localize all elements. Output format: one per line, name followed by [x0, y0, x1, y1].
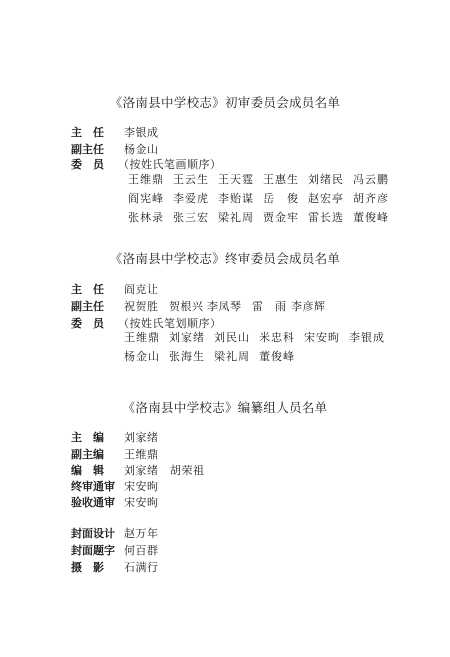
s2-members-row	[124, 346, 394, 365]
member-name: 阎宪峰	[128, 191, 164, 205]
s3-role-label: 封面题字	[71, 544, 115, 557]
member-name: 雷长选	[308, 210, 344, 224]
section-3-title: 《洛南县中学校志》编纂组人员名单	[122, 400, 328, 415]
s3-role-value: 宋安昫	[124, 496, 159, 509]
s3-role-label: 终审通审	[71, 480, 115, 493]
s3-role-label: 验收通审	[71, 496, 115, 509]
member-name: 赵宏亭	[308, 191, 344, 205]
member-name: 王维鼎	[124, 330, 160, 344]
member-name: 杨金山	[124, 349, 160, 363]
s3-role-value: 赵万年	[124, 527, 159, 540]
member-name: 张三宏	[173, 210, 209, 224]
s2-deputy-label: 副主任	[71, 300, 104, 313]
s2-deputies	[124, 298, 336, 314]
s3-role-value: 刘家绪 胡荣祖	[124, 464, 205, 477]
s2-members-grid	[124, 327, 394, 365]
member-name: 岳 俊	[263, 191, 299, 205]
member-name: 董俊峰	[259, 349, 295, 363]
member-name: 刘家绪	[169, 330, 205, 344]
s3-role-value: 王维鼎	[124, 448, 159, 461]
s2-members-note: （按姓氏笔划顺序）	[118, 317, 222, 330]
s1-deputy-label: 副主任	[71, 143, 104, 156]
member-name: 米忠科	[259, 330, 295, 344]
s1-members-note: （按姓氏笔画顺序）	[118, 158, 222, 171]
deputy-name: 李凤琴	[207, 300, 242, 313]
s1-members-label: 委 员	[71, 158, 104, 171]
member-name: 宋安昫	[304, 330, 340, 344]
member-name: 张林录	[128, 210, 164, 224]
member-name: 刘民山	[214, 330, 250, 344]
s1-members-row	[128, 207, 398, 226]
member-name: 刘绪民	[308, 172, 344, 186]
s3-role-value: 宋安昫	[124, 480, 159, 493]
s1-members-row	[128, 188, 398, 207]
member-name: 王维鼎	[128, 172, 164, 186]
member-name: 李贻谋	[218, 191, 254, 205]
section-1-title: 《洛南县中学校志》初审委员会成员名单	[109, 95, 341, 110]
s3-role-value: 何百群	[124, 544, 159, 557]
s3-role-label: 副主编	[71, 448, 104, 461]
s1-deputy: 杨金山	[124, 143, 159, 156]
s3-role-value: 刘家绪	[124, 431, 159, 444]
s1-members-row	[128, 169, 398, 188]
section-2-title: 《洛南县中学校志》终审委员会成员名单	[109, 251, 341, 266]
deputy-name: 贺根兴	[169, 300, 204, 313]
s3-role-label: 封面设计	[71, 527, 115, 540]
member-name: 李爱虎	[173, 191, 209, 205]
member-name: 王惠生	[263, 172, 299, 186]
s2-director: 阎克让	[124, 283, 159, 296]
deputy-name: 祝贺胜	[124, 300, 159, 313]
member-name: 董俊峰	[353, 210, 389, 224]
s1-director: 李银成	[124, 126, 159, 139]
s3-role-label: 主 编	[71, 431, 104, 444]
member-name: 冯云鹏	[353, 172, 389, 186]
s3-role-label: 编 辑	[71, 464, 104, 477]
s2-director-label: 主 任	[71, 283, 104, 296]
s3-role-label: 摄 影	[71, 561, 104, 574]
member-name: 张海生	[169, 349, 205, 363]
member-name: 梁礼周	[214, 349, 250, 363]
member-name: 王云生	[173, 172, 209, 186]
member-name: 王天霆	[218, 172, 254, 186]
member-name: 李银成	[349, 330, 385, 344]
s3-role-value: 石满行	[124, 561, 159, 574]
member-name: 梁礼周	[218, 210, 254, 224]
deputy-name: 李彦辉	[291, 300, 326, 313]
s1-director-label: 主 任	[71, 126, 104, 139]
s2-members-label: 委 员	[71, 317, 104, 330]
s2-members-row	[124, 327, 394, 346]
s1-members-grid	[128, 169, 398, 226]
member-name: 胡齐彦	[353, 191, 389, 205]
member-name: 贾金牢	[263, 210, 299, 224]
deputy-name: 雷 雨	[252, 300, 287, 313]
